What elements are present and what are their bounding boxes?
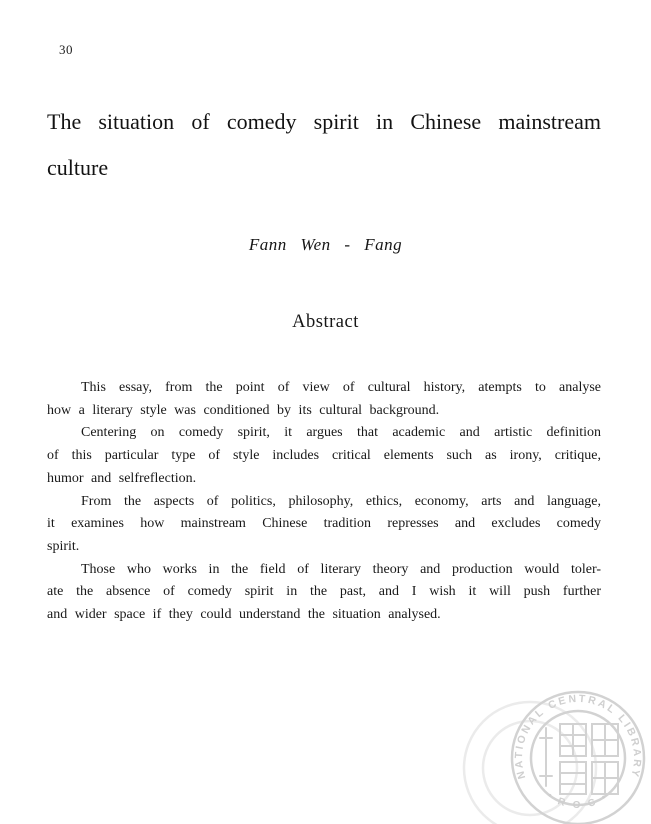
abstract-body	[47, 377, 601, 627]
author-name: Fann Wen - Fang	[248, 235, 403, 254]
seal-ring-text	[513, 693, 643, 780]
abstract-paragraph	[47, 422, 601, 490]
text-line: humor and selfreflection.	[47, 470, 197, 486]
text-line: This essay, from the point of view of cultural history, atempts to analyse	[81, 380, 601, 395]
text-line: Those who works in the field of literary theory and production would toler-	[81, 561, 601, 577]
title-line: culture	[47, 155, 109, 180]
text-line: and wider space if they could understand the situation analysed.	[47, 607, 441, 623]
text-line: ate the absence of comedy spirit in the past, and I wish it will push further	[47, 584, 601, 600]
text-line: it examines how mainstream Chinese tradition represses and excludes comedy	[47, 516, 601, 532]
text-line: of this particular type of style includes critical elements such as irony, critique,	[47, 448, 601, 464]
text-line: Centering on comedy spirit, it argues that academic and artistic definition	[81, 425, 601, 441]
text-line: how a literary style was conditioned by its cultural background.	[47, 402, 440, 418]
abstract-paragraph	[47, 559, 601, 627]
title-line: The situation of comedy spirit in Chinese mainstream	[47, 109, 601, 134]
main-seal	[512, 692, 644, 824]
seal-roc-text-path: • R O C •	[544, 790, 612, 811]
text-line: spirit.	[47, 538, 80, 554]
abstract-paragraph	[47, 491, 601, 559]
seal-roc-text	[545, 790, 611, 810]
page-number: 30	[59, 42, 73, 57]
seal-ring-text-path: NATIONAL CENTRAL LIBRARY	[512, 692, 644, 781]
article-title	[47, 99, 601, 191]
abstract-paragraph	[47, 377, 601, 422]
text-line: From the aspects of politics, philosophy, ethics, economy, arts and language,	[81, 493, 601, 509]
ghost-seal	[464, 702, 596, 824]
seal-script-characters	[540, 724, 618, 794]
abstract-heading: Abstract	[292, 312, 359, 332]
